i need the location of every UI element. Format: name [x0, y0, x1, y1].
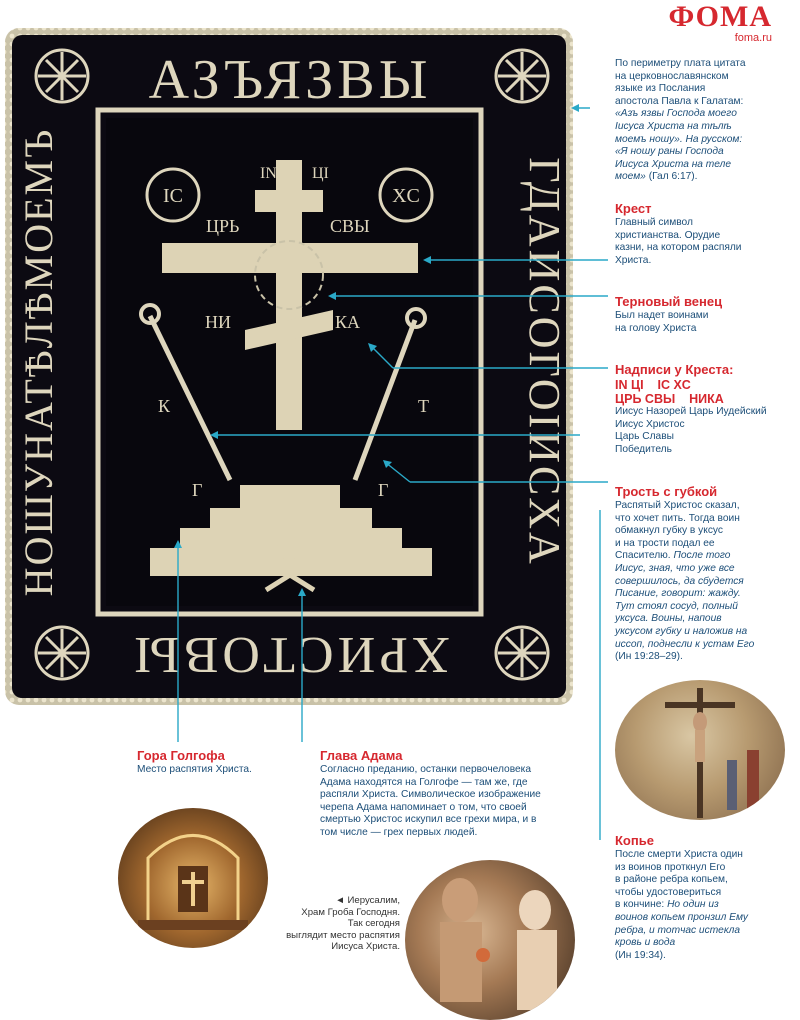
border-text-right: ГДАИСОГОІИСХА	[520, 157, 569, 567]
text-line	[615, 899, 795, 912]
text-line: Христа.	[615, 254, 652, 266]
adam-eve-painting-photo	[405, 860, 575, 1020]
text-line: чтобы удостовериться	[615, 886, 722, 898]
text-line: Писание, говорит: жажду.	[615, 588, 741, 600]
text-line: смертью Христос искупил все грехи мира, и в	[320, 814, 537, 826]
inscriptions-note	[615, 362, 797, 456]
text-line: том числе — грех первых людей.	[320, 826, 478, 838]
text-line: апостола Павла к Галатам:	[615, 95, 744, 107]
cross-title: Крест	[615, 201, 652, 216]
text-line: По периметру плата цитата	[615, 58, 746, 69]
fresco-figures	[615, 680, 785, 820]
text-span: После того	[673, 550, 731, 562]
text-line: Тут стоял сосуд, полный	[615, 600, 738, 612]
text-line: иссоп, поднесли к устам Его	[615, 638, 755, 650]
border-text-bottom: ХРИСТОВЫ	[130, 626, 450, 683]
text-line: воинов копьем пронзил Ему	[615, 911, 748, 923]
border-text-left: НОШУНАТѢЛѢМОЕМЪ	[16, 127, 61, 597]
text-line: Адама находятся на Голгофе — там же, где	[320, 776, 528, 788]
crown-title: Терновый венец	[615, 294, 723, 309]
text-line: казни, на котором распяли	[615, 242, 742, 254]
text-span: Спасителю.	[615, 550, 674, 562]
corner-medallion	[36, 50, 88, 102]
cane-title: Трость с губкой	[615, 484, 718, 499]
caption-line: Иисуса Христа.	[331, 941, 400, 953]
inscription-g1: Г	[192, 480, 203, 500]
inscription-in: IN	[260, 165, 277, 182]
text-line: языке из Послания	[615, 83, 706, 95]
text-line: «Я ношу раны Господа	[615, 146, 724, 158]
text-line: Царь Славы	[615, 431, 674, 443]
crucifixion-fresco-photo	[615, 680, 785, 820]
text-line: из воинов проткнул Его	[615, 861, 726, 873]
inscription-t: Т	[418, 396, 429, 416]
text-line	[615, 550, 795, 563]
bible-ref: (Ин 19:34).	[615, 949, 666, 961]
text-line	[615, 171, 795, 184]
text-line: черепа Адама напоминает о том, что своей	[320, 801, 527, 813]
text-line: уксусом губку и наложив на	[615, 625, 748, 637]
text-line: в районе ребра копьем,	[615, 874, 728, 886]
inscription-ni: НИ	[205, 312, 231, 332]
text-line: уксуса. Воины, напоив	[615, 613, 722, 625]
text-line: распяли Христа. Символическое изображение	[320, 789, 541, 801]
text-span: в кончине:	[615, 899, 668, 911]
text-line: христианства. Орудие	[615, 229, 721, 241]
caption-line	[255, 895, 400, 907]
inscription-ka: КА	[335, 312, 361, 332]
text-line: Место распятия Христа.	[137, 764, 252, 775]
text-line: кровь и вода	[615, 937, 676, 949]
spear-note	[615, 833, 795, 962]
inscription-g2: Г	[378, 480, 389, 500]
golgotha-chapel-photo	[118, 808, 268, 948]
text-line: и на трости подал ее	[615, 537, 715, 549]
bible-ref: (Ин 19:28–29).	[615, 651, 683, 663]
caption-line: выглядит место распятия	[286, 929, 400, 941]
text-line: Распятый Христос сказал,	[615, 500, 740, 511]
cane-note	[615, 484, 795, 664]
inscription-tsr: ЦРЬ	[206, 216, 240, 236]
perimeter-note	[615, 58, 795, 184]
inscription-sva: СВЫ	[330, 216, 370, 236]
text-line: Иисус, зная, что уже все	[615, 562, 735, 574]
golgotha-title: Гора Голгофа	[137, 748, 225, 763]
bible-ref: (Гал 6:17).	[645, 171, 698, 183]
inscriptions-red-line: ЦРЬ СВЫ НИКА	[615, 392, 724, 406]
photo-caption	[255, 895, 400, 953]
border-text-top: АЗЪЯЗВЫ	[148, 49, 432, 111]
caption-line: Храм Гроба Господня.	[301, 906, 400, 918]
quote-end: моем»	[615, 171, 646, 183]
corner-medallion	[36, 627, 88, 679]
caption-line: Так сегодня	[347, 918, 400, 930]
adam-title: Глава Адама	[320, 748, 403, 763]
brand-logo: ФОМА	[668, 0, 772, 33]
text-line: Согласно преданию, останки первочеловека	[320, 764, 532, 775]
text-line: моемъ ношу». На русском:	[615, 133, 743, 145]
inscription-xc: XC	[392, 185, 420, 207]
cross-note	[615, 201, 795, 267]
text-line: ребра, и тотчас истекла	[615, 924, 741, 936]
corner-medallion	[496, 50, 548, 102]
text-line: что хочет пить. Тогда воин	[615, 512, 740, 524]
inscription-ci: ЦІ	[312, 165, 329, 182]
text-line: Был надет воинами	[615, 310, 709, 321]
text-line: Иисуса Христа на теле	[615, 158, 732, 170]
text-line: Іисуса Христа на тѣлѣ	[615, 120, 732, 132]
caption-text: ◄ Иерусалим,	[335, 895, 400, 906]
text-line: «Азъ язвы Господа моего	[615, 108, 737, 120]
inscriptions-title: Надписи у Креста:	[615, 362, 734, 377]
chapel-interior	[118, 808, 268, 948]
inscription-k: К	[158, 396, 171, 416]
text-line: После смерти Христа один	[615, 849, 743, 860]
adam-eve-figures	[405, 860, 575, 1020]
text-line: на голову Христа	[615, 322, 697, 334]
text-line: совершилось, да сбудется	[615, 575, 744, 587]
text-line: Победитель	[615, 443, 672, 455]
text-line: обмакнул губку в уксус	[615, 525, 724, 537]
brand-url: foma.ru	[734, 32, 772, 44]
text-line: Иисус Назорей Царь Иудейский	[615, 406, 767, 417]
corner-medallion	[496, 627, 548, 679]
adam-note	[320, 748, 590, 840]
golgotha-note	[137, 748, 307, 777]
spear-title: Копье	[615, 833, 654, 848]
text-span: Но один из	[667, 899, 719, 911]
text-line: Главный символ	[615, 217, 693, 228]
inscriptions-red-line: IN ЦІ IC XC	[615, 378, 691, 392]
crown-note	[615, 294, 795, 335]
inscription-ic: IC	[163, 185, 183, 207]
text-line: на церковнославянском	[615, 70, 729, 82]
text-line: Иисус Христос	[615, 418, 685, 430]
